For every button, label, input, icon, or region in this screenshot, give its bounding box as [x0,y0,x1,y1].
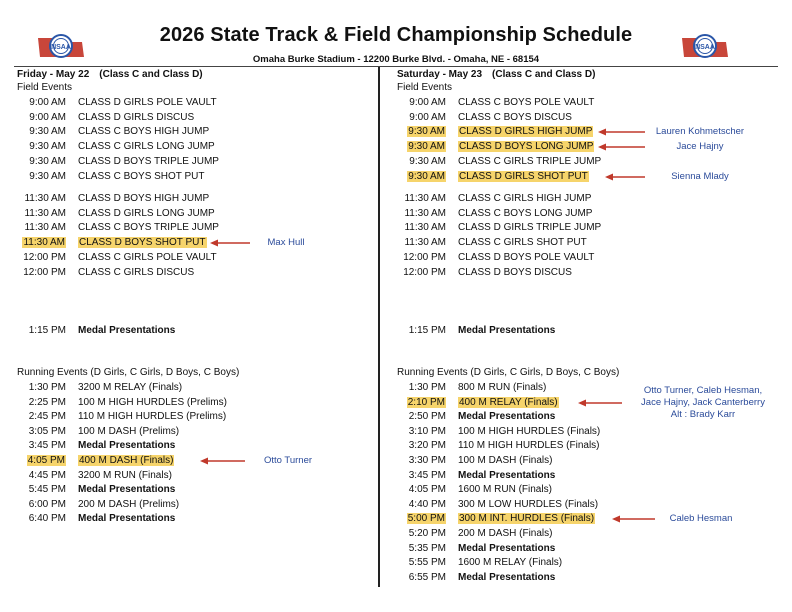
athlete-note-line: Otto Turner, Caleb Hesman, [643,385,763,396]
schedule-row [390,483,750,497]
event-name: CLASS C GIRLS TRIPLE JUMP [458,156,602,167]
event-time [390,170,446,184]
event-time: 3:45 PM [408,470,446,481]
event-name: CLASS D BOYS DISCUS [458,267,572,278]
class-label: (Class C and Class D) [492,69,596,80]
schedule-row [390,111,750,125]
medal-presentation-row [10,324,370,338]
schedule-row [390,96,750,110]
event-name: 200 M DASH (Prelims) [78,499,180,510]
event-name: CLASS C BOYS SHOT PUT [78,171,205,182]
column-divider [378,67,380,587]
event-time [390,396,446,410]
event-name: 200 M DASH (Finals) [458,528,553,539]
event-time: 6:40 PM [28,513,66,524]
athlete-note-line: Alt : Brady Karr [670,409,736,420]
event-time: 5:20 PM [408,528,446,539]
event-name: CLASS C BOYS TRIPLE JUMP [78,222,219,233]
medal-presentation-row [390,542,750,556]
event-time: 9:00 AM [409,97,446,108]
highlighted-event: 300 M INT. HURDLES (Finals) [459,513,595,524]
event-time: 2:50 PM [408,411,446,422]
event-time: 4:45 PM [28,470,66,481]
schedule-row [390,236,750,250]
saturday-field-events-label: Field Events [397,82,453,93]
event-time: 11:30 AM [404,208,446,219]
event-time: 9:30 AM [29,156,66,167]
annotation-arrow-icon [200,456,247,466]
event-time: 5:45 PM [28,484,66,495]
event-time: 3:30 PM [408,455,446,466]
event-time: 4:40 PM [408,499,446,510]
event-name [458,512,595,526]
athlete-note-line: Jace Hajny, Jack Canterberry [641,397,765,408]
event-time: 11:30 AM [404,237,446,248]
athlete-note-line: Otto Turner [263,455,313,466]
svg-text:NSAA: NSAA [51,44,71,51]
medal-presentation-row [390,324,750,338]
event-name: 100 M HIGH HURDLES (Prelims) [78,397,227,408]
event-name: Medal Presentations [78,440,176,451]
schedule-row [390,498,750,512]
highlighted-time: 11:30 AM [23,237,65,248]
highlighted-time: 2:10 PM [407,397,445,408]
highlighted-event: CLASS D BOYS LONG JUMP [459,141,594,152]
athlete-note [250,237,322,249]
highlighted-time: 5:00 PM [407,513,445,524]
event-name: CLASS D BOYS POLE VAULT [458,252,595,263]
event-name: CLASS D GIRLS POLE VAULT [78,97,217,108]
event-time: 5:55 PM [408,557,446,568]
event-name [78,236,207,250]
event-name: CLASS C BOYS POLE VAULT [458,97,595,108]
event-time: 12:00 PM [23,252,66,263]
event-time: 2:45 PM [28,411,66,422]
schedule-row [390,251,750,265]
event-time [390,125,446,139]
event-name: 1600 M RUN (Finals) [458,484,552,495]
event-time: 6:00 PM [28,499,66,510]
schedule-row [10,469,370,483]
event-time: 9:00 AM [29,112,66,123]
annotation-arrow-icon [210,238,252,248]
event-name: 3200 M RELAY (Finals) [78,382,183,393]
annotation-arrow-icon [598,142,647,152]
schedule-row [10,381,370,395]
schedule-row [10,125,370,139]
annotation-arrow-icon [612,514,657,524]
event-name: 100 M HIGH HURDLES (Finals) [458,426,601,437]
medal-presentation-row [10,439,370,453]
event-name: 1600 M RELAY (Finals) [458,557,563,568]
medal-presentation-row [10,512,370,526]
schedule-row [390,556,750,570]
event-name: CLASS C BOYS DISCUS [458,112,572,123]
event-name: Medal Presentations [458,572,556,583]
schedule-row [10,207,370,221]
schedule-row [10,221,370,235]
event-name: CLASS C GIRLS LONG JUMP [78,141,215,152]
highlighted-time: 4:05 PM [27,455,65,466]
event-time: 1:30 PM [28,382,66,393]
event-name: 800 M RUN (Finals) [458,382,547,393]
day-label: Saturday - May 23 [397,69,483,80]
event-time: 2:25 PM [28,397,66,408]
event-name: CLASS C GIRLS POLE VAULT [78,252,217,263]
event-time: 9:30 AM [29,141,66,152]
saturday-heading [397,69,595,80]
event-time: 12:00 PM [403,252,446,263]
event-time [10,236,66,250]
event-name: 110 M HIGH HURDLES (Finals) [458,440,600,451]
event-time: 3:05 PM [28,426,66,437]
highlighted-event: CLASS D GIRLS HIGH JUMP [459,126,593,137]
schedule-row [10,266,370,280]
schedule-row [10,410,370,424]
athlete-note-line: Lauren Kohmetscher [655,126,745,137]
page-title: 2026 State Track & Field Championship Schedule [159,24,633,46]
event-time: 1:15 PM [28,325,66,336]
event-name: Medal Presentations [78,484,176,495]
schedule-row [390,221,750,235]
event-time: 3:20 PM [408,440,446,451]
event-name: CLASS D GIRLS DISCUS [78,112,195,123]
highlighted-time: 9:30 AM [408,171,445,182]
friday-running-events-label: Running Events (D Girls, C Girls, D Boys, C Boys) [17,367,240,378]
event-name: Medal Presentations [458,411,556,422]
event-time: 5:35 PM [408,543,446,554]
event-time: 11:30 AM [404,222,446,233]
event-name: CLASS C BOYS HIGH JUMP [78,126,210,137]
event-time: 6:55 PM [408,572,446,583]
event-time: 12:00 PM [403,267,446,278]
schedule-row [10,155,370,169]
schedule-row [390,207,750,221]
event-name: CLASS C GIRLS SHOT PUT [458,237,587,248]
athlete-note [655,513,747,525]
event-time [390,140,446,154]
event-name: CLASS D GIRLS TRIPLE JUMP [458,222,602,233]
event-time: 9:30 AM [29,171,66,182]
event-name: Medal Presentations [458,325,556,336]
medal-presentation-row [10,483,370,497]
event-name: CLASS D BOYS TRIPLE JUMP [78,156,219,167]
athlete-note-line: Caleb Hesman [669,513,733,524]
event-time: 1:30 PM [408,382,446,393]
event-time: 9:30 AM [29,126,66,137]
athlete-note [660,141,740,153]
schedule-row [10,251,370,265]
athlete-note [248,455,328,467]
schedule-row [10,396,370,410]
highlighted-event: 400 M RELAY (Finals) [459,397,558,408]
event-name: Medal Presentations [458,543,556,554]
friday-heading [17,69,203,80]
event-time: 9:30 AM [409,156,446,167]
event-name: CLASS C GIRLS HIGH JUMP [458,193,592,204]
event-time: 3:10 PM [408,426,446,437]
event-time: 11:30 AM [24,208,66,219]
event-name [458,170,589,184]
event-name: 110 M HIGH HURDLES (Prelims) [78,411,227,422]
event-time: 9:00 AM [29,97,66,108]
event-name: Medal Presentations [78,325,176,336]
event-time: 9:00 AM [409,112,446,123]
highlighted-event: CLASS D GIRLS SHOT PUT [459,171,588,182]
schedule-row [390,266,750,280]
event-name [78,454,174,468]
event-name: 100 M DASH (Prelims) [78,426,180,437]
event-name: 3200 M RUN (Finals) [78,470,172,481]
highlighted-time: 9:30 AM [408,141,445,152]
event-name: CLASS D BOYS HIGH JUMP [78,193,210,204]
event-name [458,140,594,154]
day-label: Friday - May 22 [17,69,90,80]
athlete-note-line: Sienna Mlady [671,171,729,182]
schedule-row [10,140,370,154]
annotation-arrow-icon [578,398,624,408]
event-time: 4:05 PM [408,484,446,495]
event-name [458,125,593,139]
venue-subtitle: Omaha Burke Stadium - 12200 Burke Blvd. - Omaha, NE - 68154 [252,54,540,65]
saturday-running-events-label: Running Events (D Girls, C Girls, D Boys, C Boys) [397,367,620,378]
schedule-row [10,498,370,512]
medal-presentation-row [390,571,750,585]
athlete-note [640,126,760,138]
schedule-row [10,170,370,184]
event-name: CLASS C GIRLS DISCUS [78,267,195,278]
friday-field-events-label: Field Events [17,82,73,93]
highlighted-time: 9:30 AM [408,126,445,137]
event-name: CLASS C BOYS LONG JUMP [458,208,593,219]
event-time: 11:30 AM [404,193,446,204]
athlete-note-line: Jace Hajny [676,141,724,152]
schedule-row [390,527,750,541]
medal-presentation-row [390,469,750,483]
schedule-row [10,111,370,125]
event-name: 300 M LOW HURDLES (Finals) [458,499,599,510]
event-name: Medal Presentations [458,470,556,481]
header-divider [14,66,778,67]
event-time: 3:45 PM [28,440,66,451]
class-label: (Class C and Class D) [99,69,203,80]
event-time: 11:30 AM [24,222,66,233]
schedule-row [390,439,750,453]
schedule-row [390,454,750,468]
event-time: 12:00 PM [23,267,66,278]
event-time: 11:30 AM [24,193,66,204]
event-time [390,512,446,526]
athlete-note-line: Max Hull [267,237,305,248]
annotation-arrow-icon [605,172,647,182]
event-time [10,454,66,468]
svg-text:NSAA: NSAA [695,44,715,51]
event-name: 100 M DASH (Finals) [458,455,553,466]
schedule-row [10,192,370,206]
event-name: CLASS D GIRLS LONG JUMP [78,208,215,219]
schedule-row [10,96,370,110]
schedule-row [390,425,750,439]
highlighted-event: CLASS D BOYS SHOT PUT [79,237,206,248]
highlighted-event: 400 M DASH (Finals) [79,455,174,466]
event-name: Medal Presentations [78,513,176,524]
schedule-row [390,192,750,206]
athlete-note [628,385,778,421]
event-name [458,396,559,410]
schedule-row [390,155,750,169]
athlete-note [655,171,745,183]
schedule-row [10,425,370,439]
event-time: 1:15 PM [408,325,446,336]
